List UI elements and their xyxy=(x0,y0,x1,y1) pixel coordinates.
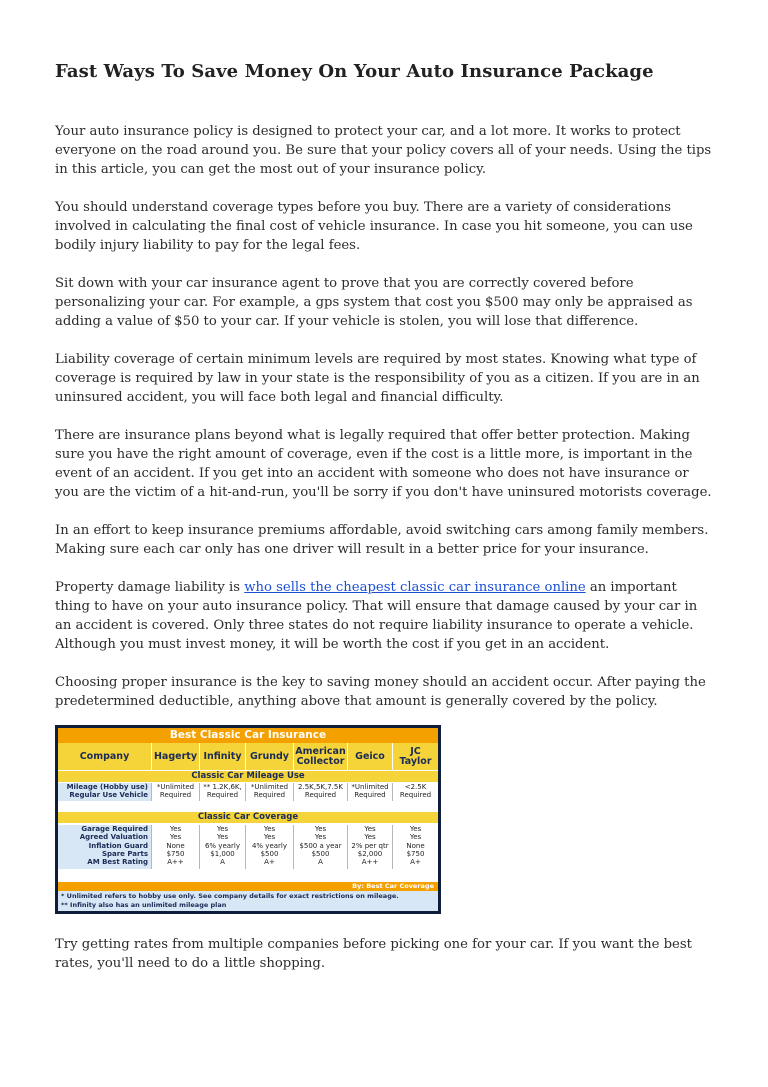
table-cell: $750 xyxy=(166,849,185,858)
coverage-american-collector xyxy=(294,825,348,869)
article-title: Fast Ways To Save Money On Your Auto Insurance Package xyxy=(55,61,654,82)
header-geico: Geico xyxy=(348,743,393,770)
table-cell: A xyxy=(220,858,225,867)
table-notes xyxy=(58,891,438,911)
header-american-collector: American Collector xyxy=(294,743,348,770)
header-grundy: Grundy xyxy=(246,743,294,770)
table-cell: ** 1.2K,6K, xyxy=(203,783,242,791)
table-cell: Yes xyxy=(364,833,376,842)
table-cell: A+ xyxy=(410,858,421,867)
table-cell: <2.5K xyxy=(404,783,427,791)
paragraph-6: In an effort to keep insurance premiums affordable, avoid switching cars among family members. Making sure each car only has one driver will result in a better price for your insurance. xyxy=(55,523,709,557)
table-cell: 6% yearly xyxy=(204,841,241,850)
table-header-row xyxy=(58,743,438,770)
header-company: Company xyxy=(58,743,152,770)
mileage-infinity xyxy=(200,783,246,801)
mileage-american-collector xyxy=(294,783,348,801)
table-cell: $2,000 xyxy=(357,849,383,858)
table-cell: Required xyxy=(399,791,432,800)
paragraph-5: There are insurance plans beyond what is legally required that offer better protection. Making sure you have the right amount of coverage, even if the cost is a little more, is important in the event of an accident. If you get into an accident with someone who does not have insurance or you are the victim of a hit-and-run, you'll be sorry if you don't have uninsured motorists coverage. xyxy=(55,428,712,500)
header-jc-taylor: JC Taylor xyxy=(399,745,432,767)
section-coverage: Classic Car Coverage xyxy=(58,812,438,823)
section-mileage: Classic Car Mileage Use xyxy=(58,771,438,782)
table-cell: Yes xyxy=(314,833,327,842)
paragraph-1: Your auto insurance policy is designed to protect your car, and a lot more. It works to protect everyone on the road around you. Be sure that your policy covers all of your needs. Using the tips in this article, you can get the most out of your insurance policy. xyxy=(55,124,712,177)
table-cell: None xyxy=(166,841,185,850)
table-cell: $500 a year xyxy=(299,841,342,850)
row-label: Garage Required xyxy=(81,825,148,833)
article xyxy=(55,60,715,730)
paragraph-7 xyxy=(55,578,715,654)
table-cell: *Unlimited xyxy=(250,783,289,791)
table-credit: By: Best Car Coverage xyxy=(58,882,438,891)
coverage-hagerty xyxy=(152,825,200,869)
table-cell: $1,000 xyxy=(210,849,235,858)
paragraph-7-start: Property damage liability is xyxy=(55,580,245,595)
table-cell: Yes xyxy=(409,825,422,833)
row-label: Regular Use Vehicle xyxy=(69,791,148,800)
paragraph-4: Liability coverage of certain minimum levels are required by most states. Knowing what type of coverage is required by law in your state is the responsibility of you as a citizen. If you are in an uninsured accident, you will face both legal and financial difficulty. xyxy=(55,352,700,405)
mileage-hagerty xyxy=(152,783,200,801)
table-cell: $750 xyxy=(406,849,425,858)
table-cell: Yes xyxy=(216,825,229,833)
table-cell: 4% yearly xyxy=(251,841,288,850)
coverage-geico xyxy=(348,825,393,869)
table-note-2: ** Infinity also has an unlimited mileage plan xyxy=(61,900,227,909)
table-cell: A++ xyxy=(361,858,379,867)
table-cell: Yes xyxy=(169,825,182,833)
table-cell: *Unlimited xyxy=(156,783,195,791)
table-cell: Yes xyxy=(263,833,276,842)
mileage-labels xyxy=(58,783,152,801)
paragraph-9: Try getting rates from multiple companies before picking one for your car. If you want the best rates, you'll need to do a little shopping. xyxy=(55,937,692,971)
paragraph-2: You should understand coverage types before you buy. There are a variety of considerations involved in calculating the final cost of vehicle insurance. In case you hit someone, you can use bodily injury liability to pay for the legal fees. xyxy=(55,200,693,253)
paragraph-8: Choosing proper insurance is the key to saving money should an accident occur. After paying the predetermined deductible, anything above that amount is generally covered by the policy. xyxy=(55,675,706,709)
insurance-comparison-table xyxy=(58,728,438,911)
table-cell: Yes xyxy=(169,833,182,842)
mileage-jc-taylor xyxy=(393,783,438,801)
coverage-grundy xyxy=(246,825,294,869)
table-cell: Yes xyxy=(409,833,422,842)
table-cell: Yes xyxy=(314,825,327,833)
table-cell: Yes xyxy=(364,825,376,833)
mileage-geico xyxy=(348,783,393,801)
paragraph-7-end: an important thing to have on your auto insurance policy. That will ensure that damage caused by your car in an accident is covered. Only three states do not require liability insurance to operate a vehicle. Although you must invest money, it will be worth the cost if you get in an accident. xyxy=(55,580,698,652)
mileage-grid xyxy=(58,783,438,801)
table-cell: A+ xyxy=(264,858,275,867)
table-cell: Required xyxy=(159,791,192,800)
row-label: Inflation Guard xyxy=(88,841,148,850)
row-label: Mileage (Hobby use) xyxy=(66,783,148,791)
insurance-link[interactable]: who sells the cheapest classic car insurance online xyxy=(244,580,586,595)
table-cell: Yes xyxy=(263,825,276,833)
table-note-1: * Unlimited refers to hobby use only. See company details for exact restrictions on mileage. xyxy=(61,892,399,900)
insurance-comparison-image xyxy=(55,725,441,914)
table-cell: A xyxy=(318,858,323,867)
row-label: AM Best Rating xyxy=(87,858,148,867)
mileage-grundy xyxy=(246,783,294,801)
row-label: Spare Parts xyxy=(101,849,148,858)
table-title: Best Classic Car Insurance xyxy=(58,728,438,743)
table-cell: $500 xyxy=(260,849,279,858)
header-hagerty: Hagerty xyxy=(152,743,200,770)
table-cell: $500 xyxy=(311,849,330,858)
coverage-infinity xyxy=(200,825,246,869)
table-cell: A++ xyxy=(167,858,184,867)
coverage-jc-taylor xyxy=(393,825,438,869)
table-cell: Required xyxy=(206,791,239,800)
header-infinity: Infinity xyxy=(200,743,246,770)
table-cell: Required xyxy=(253,791,286,800)
table-cell: 2.5K,5K,7.5K xyxy=(298,783,343,791)
table-cell: 2% per qtr xyxy=(351,841,389,850)
table-cell: Required xyxy=(304,791,337,800)
coverage-grid xyxy=(58,825,438,869)
table-cell: *Unlimited xyxy=(351,783,389,791)
table-cell: None xyxy=(406,841,425,850)
table-cell: Required xyxy=(354,791,386,800)
paragraph-3: Sit down with your car insurance agent to prove that you are correctly covered before personalizing your car. For example, a gps system that cost you $500 may only be appraised as adding a value of $50 to your car. If your vehicle is stolen, you will lose that difference. xyxy=(55,276,693,329)
coverage-labels xyxy=(58,825,152,869)
row-label: Agreed Valuation xyxy=(79,833,148,842)
table-cell: Yes xyxy=(216,833,229,842)
article-closing xyxy=(55,935,715,973)
